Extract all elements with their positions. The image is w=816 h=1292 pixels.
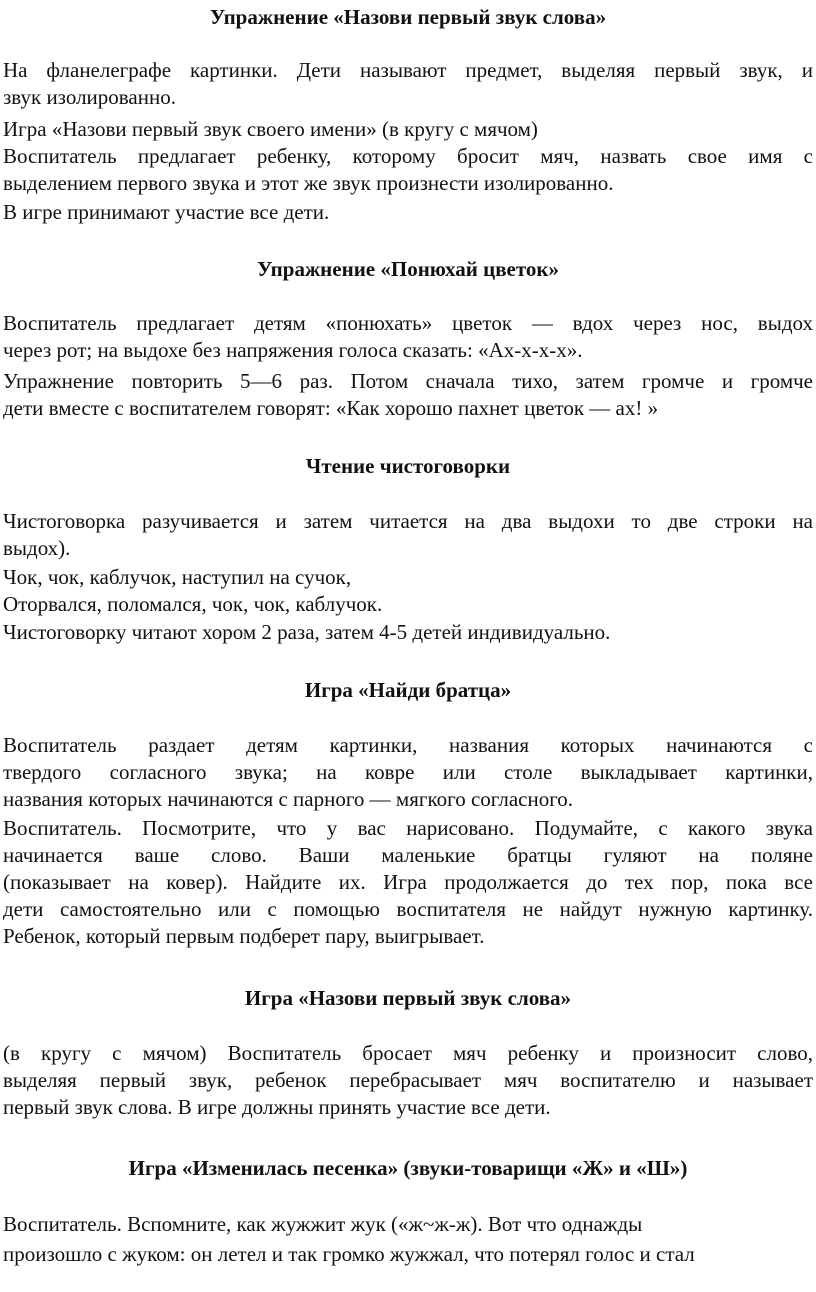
- paragraph-3-3: [3, 591, 813, 618]
- text-line: (в кругу с мячом) Воспитатель бросает мяч ребенку и произносит слово,: [3, 1041, 813, 1065]
- text-line: первый звук слова. В игре должны принять участие все дети.: [3, 1095, 551, 1119]
- text-line: Чистоговорку читают хором 2 раза, затем 4-5 детей индивидуально.: [3, 620, 611, 644]
- text-line: Ребенок, который первым подберет пару, выигрывает.: [3, 924, 485, 948]
- paragraph-1-1: [3, 57, 813, 111]
- paragraph-1-2: [3, 116, 813, 143]
- text-line: названия которых начинаются с парного — мягкого согласного.: [3, 787, 574, 811]
- text-line: выделяя первый звук, ребенок перебрасывает мяч воспитателю и называет: [3, 1068, 813, 1092]
- paragraph-3-4: [3, 619, 813, 646]
- text-line: Чок, чок, каблучок, наступил на сучок,: [3, 565, 352, 589]
- section-heading-2: Упражнение «Понюхай цветок»: [256, 257, 560, 281]
- text-line: Воспитатель. Посмотрите, что у вас нарисовано. Подумайте, с какого звука: [3, 816, 813, 840]
- paragraph-1-4: [3, 199, 813, 226]
- text-line: Упражнение повторить 5—6 раз. Потом сначала тихо, затем громче и громче: [3, 369, 813, 393]
- text-line: Воспитатель предлагает детям «понюхать» цветок — вдох через нос, выдох: [3, 311, 813, 335]
- section-heading-4: Игра «Найди братца»: [304, 678, 512, 702]
- paragraph-3-1: [3, 508, 813, 562]
- section-heading-6: Игра «Изменилась песенка» (звуки-товарищи «Ж» и «Ш»): [128, 1156, 688, 1180]
- section-heading-1: Упражнение «Назови первый звук слова»: [209, 5, 607, 29]
- paragraph-4-1: [3, 732, 813, 813]
- section-heading-3: Чтение чистоговорки: [305, 454, 511, 478]
- text-line: звук изолированно.: [3, 85, 176, 109]
- paragraph-1-3: [3, 143, 813, 197]
- paragraph-5-1: [3, 1040, 813, 1121]
- text-line: выделением первого звука и этот же звук произнести изолированно.: [3, 171, 614, 195]
- text-line: Чистоговорка разучивается и затем читается на два выдохи то две строки на: [3, 509, 813, 533]
- paragraph-3-2: [3, 564, 813, 591]
- text-line: выдох).: [3, 536, 71, 560]
- text-line: (показывает на ковер). Найдите их. Игра продолжается до тех пор, пока все: [3, 870, 813, 894]
- text-line: твердого согласного звука; на ковре или столе выкладывает картинки,: [3, 760, 813, 784]
- text-line: произошло с жуком: он летел и так громко жужжал, что потерял голос и стал: [3, 1242, 695, 1266]
- text-line: На фланелеграфе картинки. Дети называют предмет, выделяя первый звук, и: [3, 58, 813, 82]
- paragraph-6-1: [3, 1209, 813, 1269]
- text-line: В игре принимают участие все дети.: [3, 200, 330, 224]
- paragraph-2-2: [3, 368, 813, 422]
- section-heading-5: Игра «Назови первый звук слова»: [244, 986, 572, 1010]
- text-line: Воспитатель раздает детям картинки, названия которых начинаются с: [3, 733, 813, 757]
- text-line: через рот; на выдохе без напряжения голоса сказать: «Ах-х-х-х».: [3, 338, 583, 362]
- paragraph-4-2: [3, 815, 813, 950]
- text-line: Оторвался, поломался, чок, чок, каблучок.: [3, 592, 383, 616]
- paragraph-2-1: [3, 310, 813, 364]
- text-line: дети самостоятельно или с помощью воспитателя не найдут нужную картинку.: [3, 897, 813, 921]
- text-line: начинается ваше слово. Ваши маленькие братцы гуляют на поляне: [3, 843, 813, 867]
- text-line: Воспитатель. Вспомните, как жужжит жук («ж~ж-ж). Вот что однажды: [3, 1212, 643, 1236]
- text-line: Игра «Назови первый звук своего имени» (в кругу с мячом): [3, 117, 538, 141]
- text-line: дети вместе с воспитателем говорят: «Как хорошо пахнет цветок — ах! »: [3, 396, 659, 420]
- text-line: Воспитатель предлагает ребенку, которому бросит мяч, назвать свое имя с: [3, 144, 813, 168]
